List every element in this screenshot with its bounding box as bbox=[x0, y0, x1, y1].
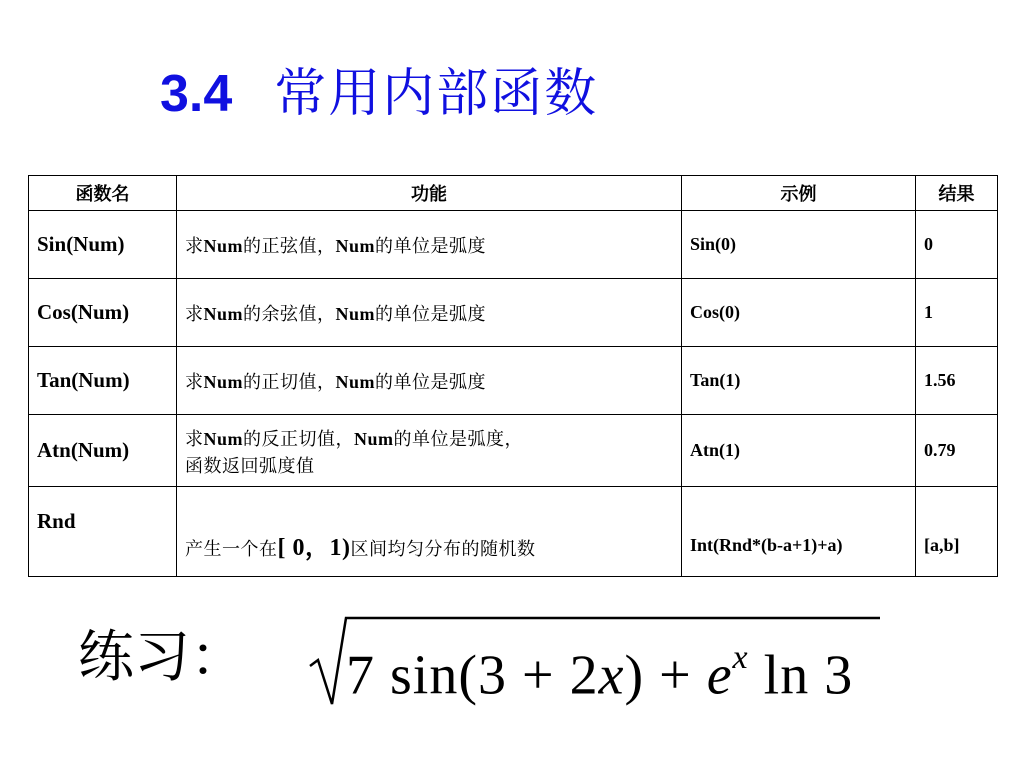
function-example: Atn(1) bbox=[682, 415, 916, 487]
function-description: 产生一个在[ 0，1)区间均匀分布的随机数 bbox=[177, 487, 682, 577]
function-result: [a,b] bbox=[916, 487, 998, 577]
table-row bbox=[29, 415, 998, 487]
function-description: 求Num的正切值，Num的单位是弧度 bbox=[177, 347, 682, 415]
exercise-formula bbox=[306, 608, 886, 708]
slide-title bbox=[160, 58, 598, 130]
table-row bbox=[29, 347, 998, 415]
function-result: 0.79 bbox=[916, 415, 998, 487]
function-description: 求Num的反正切值，Num的单位是弧度， 函数返回弧度值 bbox=[177, 415, 682, 487]
header-name: 函数名 bbox=[29, 176, 177, 211]
function-name: Sin(Num) bbox=[29, 211, 177, 279]
function-description: 求Num的余弦值，Num的单位是弧度 bbox=[177, 279, 682, 347]
section-title: 常用内部函数 bbox=[274, 64, 599, 124]
function-name: Atn(Num) bbox=[29, 415, 177, 487]
function-example: Cos(0) bbox=[682, 279, 916, 347]
exercise-label: 练习： bbox=[78, 625, 246, 690]
function-description: 求Num的正弦值，Num的单位是弧度 bbox=[177, 211, 682, 279]
radicand: 7 $\sin(3 + 2x) + e^x$ ln 3 bbox=[346, 639, 854, 707]
function-result: 1 bbox=[916, 279, 998, 347]
function-result: 0 bbox=[916, 211, 998, 279]
function-example: Tan(1) bbox=[682, 347, 916, 415]
function-name: Rnd bbox=[29, 487, 177, 577]
table-row bbox=[29, 279, 998, 347]
function-example: Int(Rnd*(b-a+1)+a) bbox=[682, 487, 916, 577]
function-table bbox=[28, 175, 998, 577]
header-example: 示例 bbox=[682, 176, 916, 211]
function-name: Tan(Num) bbox=[29, 347, 177, 415]
section-number: 3.4 bbox=[160, 65, 233, 123]
table-row bbox=[29, 211, 998, 279]
header-function: 功能 bbox=[177, 176, 682, 211]
table-row bbox=[29, 487, 998, 577]
function-result: 1.56 bbox=[916, 347, 998, 415]
header-result: 结果 bbox=[916, 176, 998, 211]
function-name: Cos(Num) bbox=[29, 279, 177, 347]
table-header-row bbox=[29, 176, 998, 211]
function-example: Sin(0) bbox=[682, 211, 916, 279]
